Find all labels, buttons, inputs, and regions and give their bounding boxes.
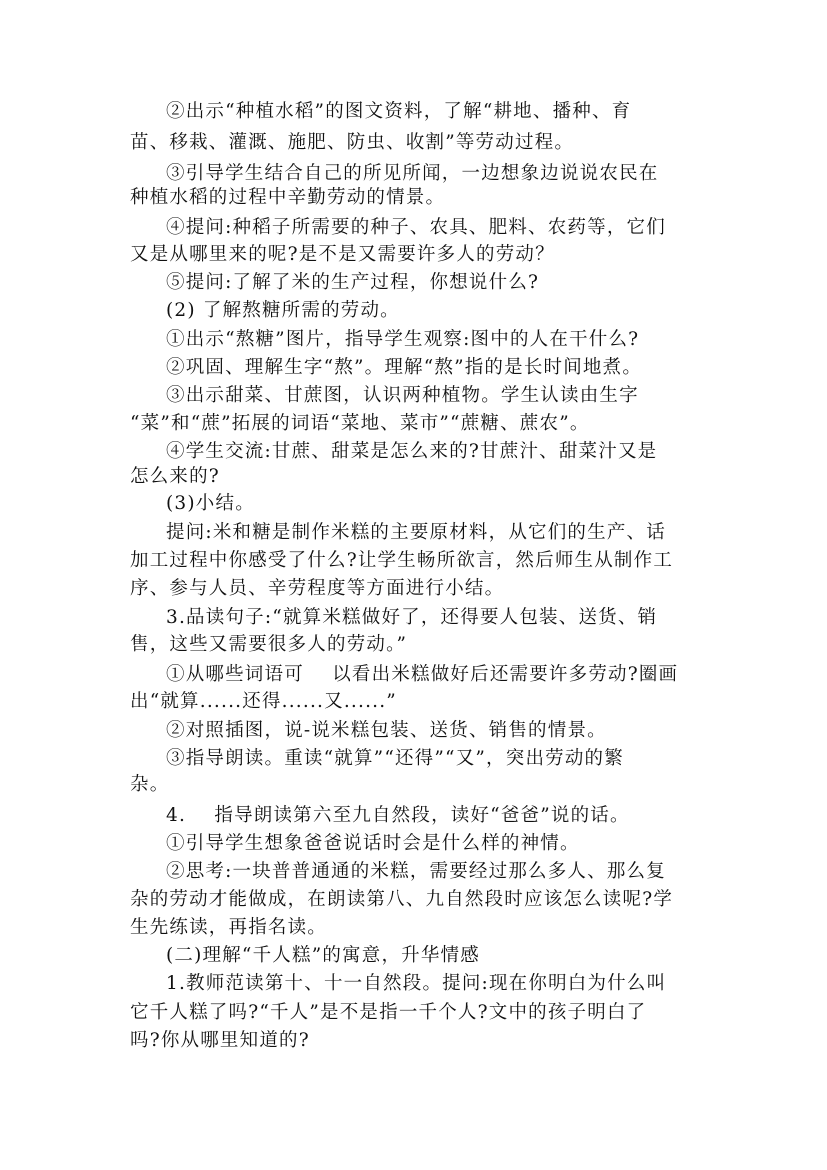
section-heading: (二)理解“千人糕”的寓意，升华情感 bbox=[166, 945, 480, 966]
text-line: ③指导朗读。重读“就算”“还得”“又”，突出劳动的繁 bbox=[166, 748, 624, 769]
text-line: 出“就算......还得......又......” bbox=[130, 691, 397, 712]
text-line: 4. 指导朗读第六至九自然段，读好“爸爸”说的话。 bbox=[166, 805, 630, 826]
text-line: 它千人糕了吗?“千人”是不是指一千个人?文中的孩子明白了 bbox=[130, 1002, 647, 1023]
text-line: ④提问:种稻子所需要的种子、农具、肥料、农药等，它们 bbox=[166, 217, 666, 238]
text-line: 杂的劳动才能做成，在朗读第八、九自然段时应该怎么读呢?学 bbox=[130, 889, 674, 910]
text-line: ③引导学生结合自己的所见所闻，一边想象边说说农民在 bbox=[166, 163, 659, 184]
text-line: ②出示“种植水稻”的图文资料，了解“耕地、播种、育 bbox=[166, 101, 632, 122]
text-line: ①出示“熬糖”图片，指导学生观察:图中的人在干什么? bbox=[166, 329, 640, 350]
text-line: “菜”和“蔗”拓展的词语“菜地、菜市”“蔗糖、蔗农”。 bbox=[130, 413, 590, 434]
text-line: 1.教师范读第十、十一自然段。提问:现在你明白为什么叫 bbox=[166, 973, 667, 994]
text-line: 生先练读，再指名读。 bbox=[130, 917, 328, 938]
text-line: 又是从哪里来的呢?是不是又需要许多人的劳动？ bbox=[130, 244, 555, 265]
text-line: ②对照插图，说-说米糕包装、送货、销售的情景。 bbox=[166, 720, 607, 741]
text-line: ④学生交流:甘蔗、甜菜是怎么来的?甘蔗汁、甜菜汁又是 bbox=[166, 441, 658, 462]
text-line: 种植水稻的过程中辛勤劳动的情景。 bbox=[130, 187, 446, 208]
text-line: ①引导学生想象爸爸说话时会是什么样的神情。 bbox=[166, 833, 580, 854]
text-line: 怎么来的? bbox=[130, 466, 220, 487]
text-line: 杂。 bbox=[130, 774, 170, 795]
text-line: 售，这些又需要很多人的劳动。” bbox=[130, 634, 408, 655]
text-line: 苗、移栽、灌溉、施肥、防虫、收割”等劳动过程。 bbox=[130, 132, 575, 153]
text-line: 加工过程中你感受了什么?让学生畅所欲言，然后师生从制作工 bbox=[130, 550, 674, 571]
text-line: (2) 了解熬糖所需的劳动。 bbox=[166, 300, 400, 321]
text-line: 3.品读句子:“就算米糕做好了，还得要人包装、送货、销 bbox=[166, 607, 658, 628]
text-line: ②思考:一块普普通通的米糕，需要经过那么多人、那么复 bbox=[166, 861, 666, 882]
text-line: 吗?你从哪里知道的? bbox=[130, 1030, 310, 1051]
text-line: (3)小结。 bbox=[166, 493, 255, 514]
text-line: 提问:米和糖是制作米糕的主要原材料，从它们的生产、话 bbox=[166, 522, 666, 543]
text-line: ⑤提问:了解了米的生产过程，你想说什么? bbox=[166, 272, 540, 293]
text-line: 序、参与人员、辛劳程度等方面进行小结。 bbox=[130, 578, 505, 599]
text-line: ①从哪些词语可 以看出米糕做好后还需要许多劳动?圈画 bbox=[166, 664, 679, 685]
text-line: ②巩固、理解生字“熬”。理解“熬”指的是长时间地煮。 bbox=[166, 357, 643, 378]
text-line: ③出示甜菜、甘蔗图，认识两种植物。学生认读由生字 bbox=[166, 385, 639, 406]
